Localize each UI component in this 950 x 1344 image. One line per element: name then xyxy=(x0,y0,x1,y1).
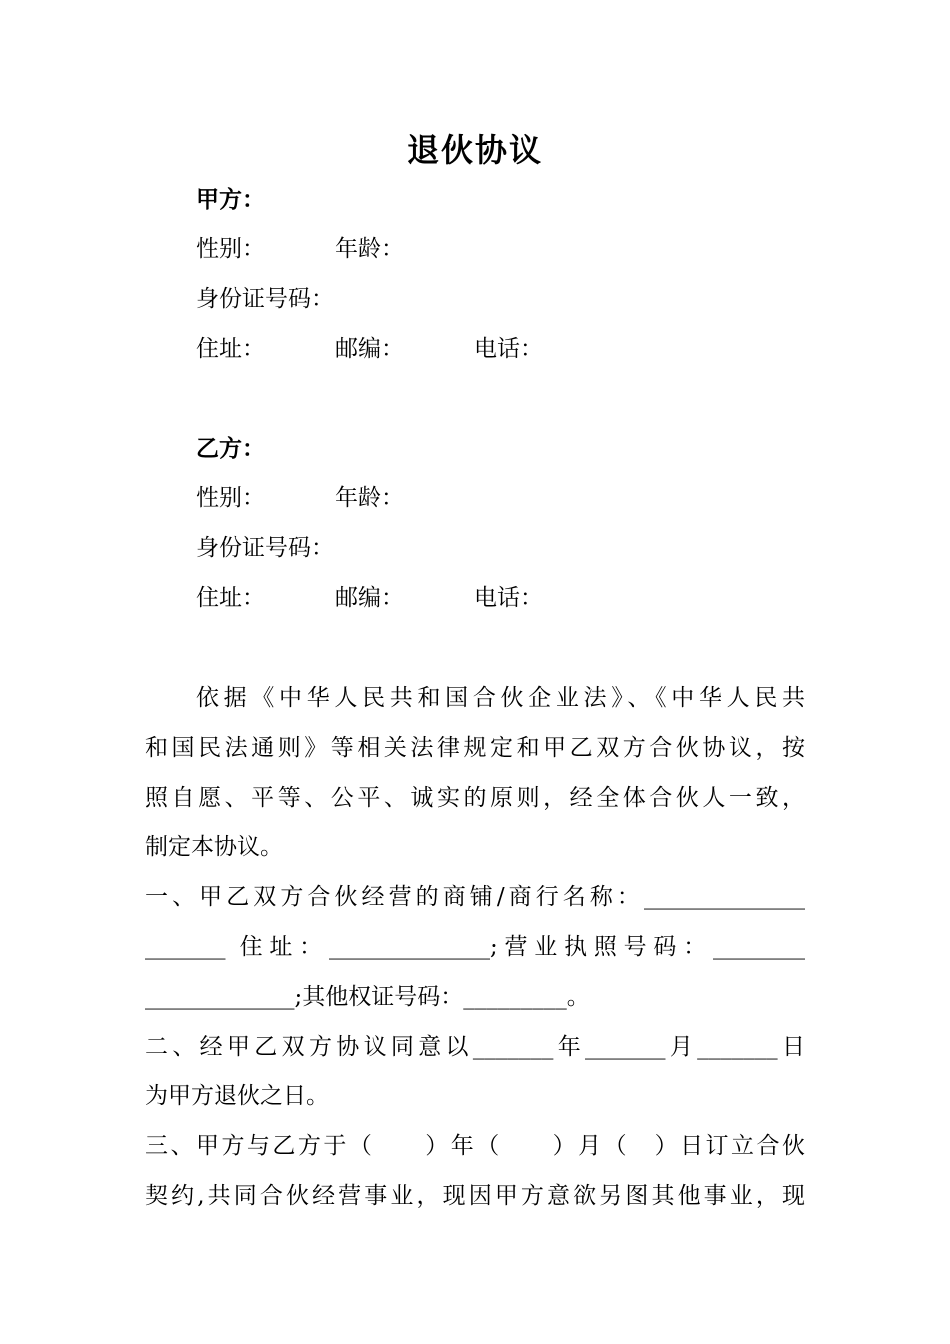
party-b-phone-label: 电话： xyxy=(474,585,543,611)
clause-2-line: 二、经甲乙双方协议同意以_______年_______月_______日 xyxy=(145,1034,805,1060)
body-line: 依据《中华人民共和国合伙企业法》、《中华人民共 xyxy=(196,685,805,711)
body-line: 和国民法通则》等相关法律规定和甲乙双方合伙协议，按 xyxy=(145,735,805,761)
body-line: 制定本协议。 xyxy=(145,834,283,860)
party-a-age-label: 年龄： xyxy=(335,236,404,262)
clause-1-line: _______ 住址：______________;营业执照号码：________ xyxy=(145,934,805,960)
party-a-contact-row xyxy=(196,333,543,365)
clause-1-line: 一、甲乙双方合伙经营的商铺/商行名称：______________ xyxy=(145,884,805,910)
party-b-gender-age-row xyxy=(196,482,404,514)
party-a-address-label: 住址： xyxy=(196,336,265,362)
clause-3-line: 契约,共同合伙经营事业，现因甲方意欲另图其他事业，现 xyxy=(145,1183,805,1209)
party-b-age-label: 年龄： xyxy=(335,485,404,511)
clause-2-line: 为甲方退伙之日。 xyxy=(145,1083,329,1109)
party-a-gender-age-row xyxy=(196,233,404,265)
party-b-postcode-label: 邮编： xyxy=(335,585,404,611)
clause-1-line: _____________;其他权证号码：_________。 xyxy=(145,984,590,1010)
party-b-id-label: 身份证号码： xyxy=(196,535,334,561)
party-a-postcode-label: 邮编： xyxy=(335,336,404,362)
party-b-heading: 乙方： xyxy=(196,435,265,462)
clause-3-line: 三、甲方与乙方于（ ）年（ ）月（ ）日订立合伙 xyxy=(145,1133,805,1159)
document-title: 退伙协议 xyxy=(406,131,543,169)
party-b-gender-label: 性别： xyxy=(196,485,265,511)
party-a-gender-label: 性别： xyxy=(196,236,265,262)
party-a-phone-label: 电话： xyxy=(474,336,543,362)
party-a-heading: 甲方： xyxy=(196,186,265,213)
party-b-address-label: 住址： xyxy=(196,585,265,611)
body-line: 照自愿、平等、公平、诚实的原则，经全体合伙人一致， xyxy=(145,785,805,811)
party-b-contact-row xyxy=(196,582,543,614)
party-a-id-label: 身份证号码： xyxy=(196,286,334,312)
